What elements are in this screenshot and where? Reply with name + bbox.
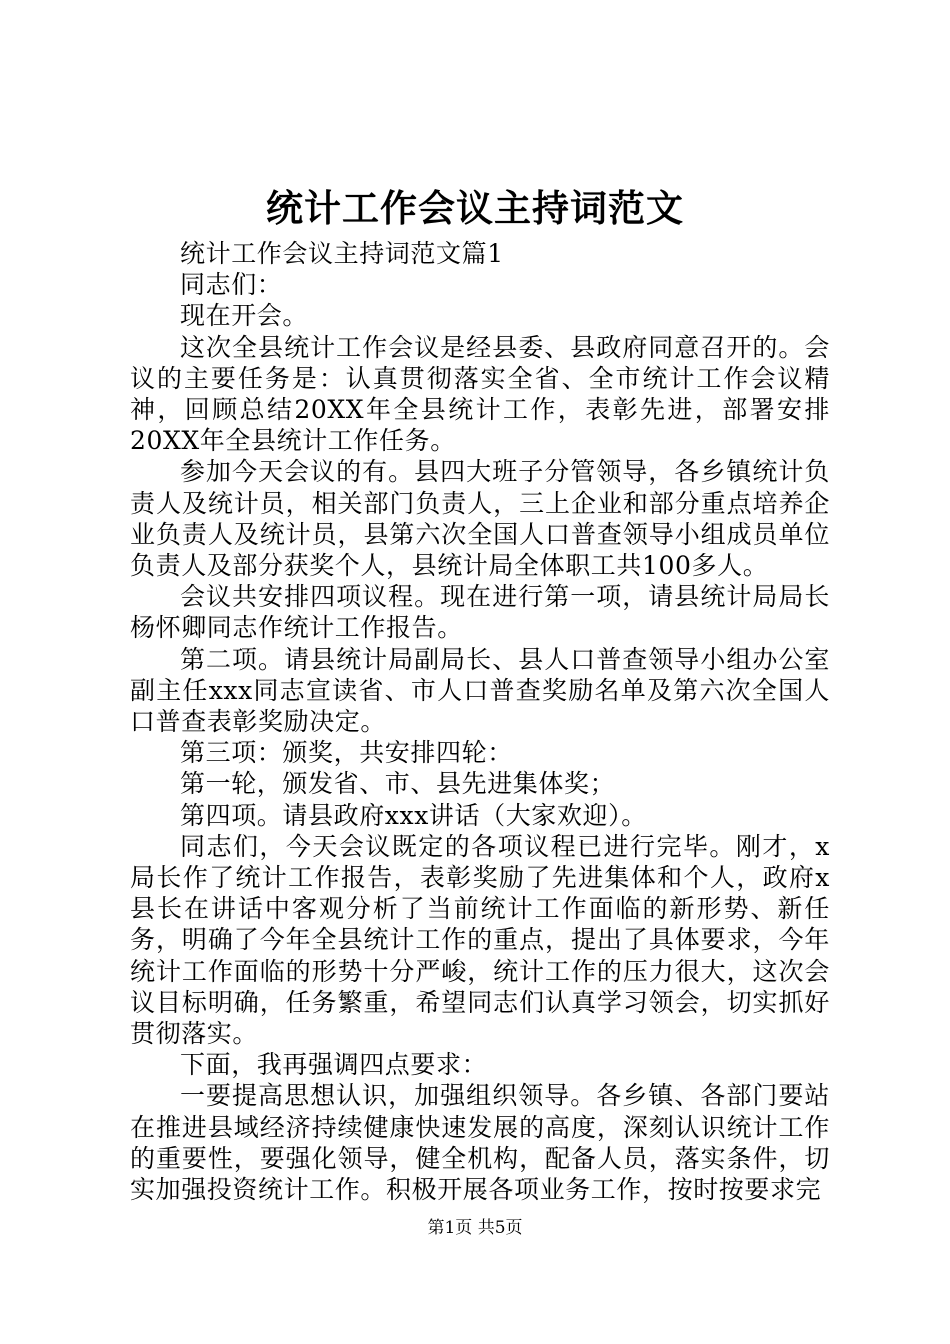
paragraph: 统计工作会议主持词范文篇1 <box>180 239 504 268</box>
document-title: 统计工作会议主持词范文 <box>266 186 684 230</box>
paragraph: 同志们，今天会议既定的各项议程已进行完毕。刚才，x局长作了统计工作报告，表彰奖励了先进集体和个人，政府x县长在讲话中客观分析了当前统计工作面临的新形势、新任务，明确了今年全县统计工作的重点，提出了具体要求，今年统计工作面临的形势十分严峻，统计工作的压力很大，这次会议目标明确，任务繁重，希望同志们认真学习领会，切实抓好贯彻落实。 <box>130 831 830 1049</box>
document-body <box>130 238 830 1205</box>
paragraph: 现在开会。 <box>180 301 309 331</box>
paragraph: 一要提高思想认识，加强组织领导。各乡镇、各部门要站在推进县域经济持续健康快速发展的高度，深刻认识统计工作的重要性，要强化领导，健全机构，配备人员，落实条件，切实加强投资统计工作。积极开展各项业务工作，按时按要求完 <box>130 1081 830 1205</box>
paragraph: 这次全县统计工作会议是经县委、县政府同意召开的。会议的主要任务是：认真贯彻落实全省、全市统计工作会议精神，回顾总结20XX年全县统计工作，表彰先进，部署安排20XX年全县统计工作任务。 <box>130 332 830 456</box>
paragraph: 会议共安排四项议程。现在进行第一项，请县统计局局长杨怀卿同志作统计工作报告。 <box>130 582 830 643</box>
paragraph: 第二项。请县统计局副局长、县人口普查领导小组办公室副主任xxx同志宣读省、市人口普查奖励名单及第六次全国人口普查表彰奖励决定。 <box>130 644 830 737</box>
paragraph: 参加今天会议的有。县四大班子分管领导，各乡镇统计负责人及统计员，相关部门负责人，三上企业和部分重点培养企业负责人及统计员，县第六次全国人口普查领导小组成员单位负责人及部分获奖个人，县统计局全体职工共100多人。 <box>130 457 830 581</box>
paragraph: 第三项：颁奖，共安排四轮： <box>180 738 513 768</box>
paragraph: 第一轮，颁发省、市、县先进集体奖； <box>180 769 616 799</box>
paragraph: 下面，我再强调四点要求： <box>180 1050 488 1080</box>
paragraph: 同志们： <box>180 270 283 300</box>
page-number-footer: 第1页 共5页 <box>427 1218 523 1238</box>
paragraph: 第四项。请县政府xxx讲话（大家欢迎）。 <box>180 800 647 830</box>
